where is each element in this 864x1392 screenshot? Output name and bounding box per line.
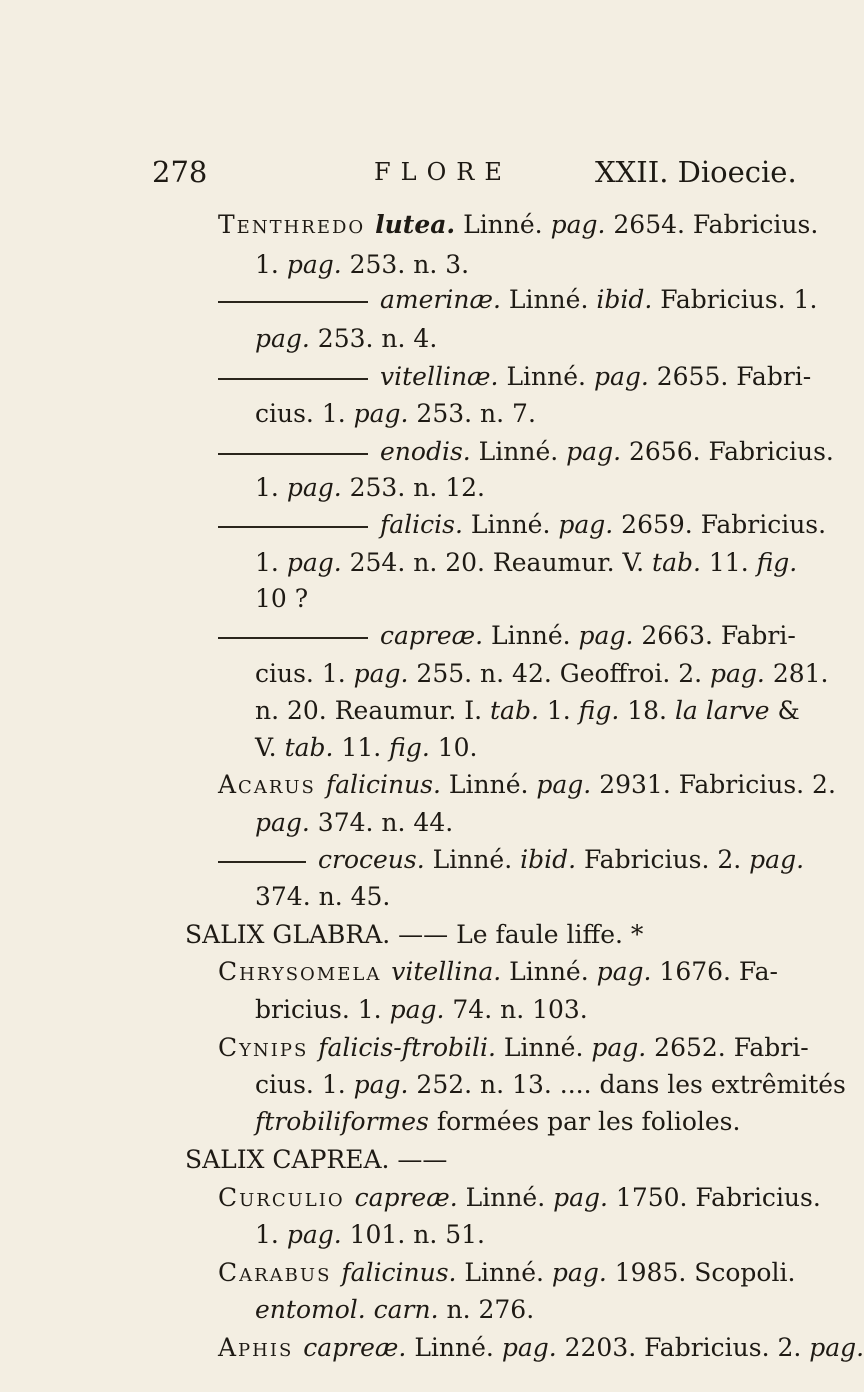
text-run: pag.: [596, 957, 652, 986]
text-run: pag.: [501, 1333, 557, 1362]
text-run: Acarus: [218, 770, 326, 799]
text-run: Fabricius. 2.: [576, 845, 750, 874]
text-run: pag.: [255, 324, 310, 353]
text-run: Linné.: [483, 621, 579, 650]
text-run: 2654. Fabricius.: [605, 210, 819, 239]
text-run: pag.: [578, 621, 634, 650]
section-title: XXII. Dioecie.: [595, 155, 797, 189]
text-run: pag.: [389, 995, 445, 1024]
text-line: [255, 548, 797, 578]
text-line: [255, 1220, 485, 1250]
text-line: [255, 696, 800, 726]
text-run: Curculio: [218, 1183, 355, 1212]
page-number: 278: [152, 155, 208, 189]
text-run: 1985. Scopoli.: [606, 1258, 796, 1287]
text-run: cius. 1.: [255, 399, 354, 428]
text-run: lutea.: [375, 210, 456, 239]
text-run: 253. n. 12.: [341, 473, 485, 502]
text-run: 254. n. 20. Reaumur. V.: [341, 548, 653, 577]
text-run: vitellina.: [391, 957, 502, 986]
text-run: pag.: [353, 1070, 409, 1099]
text-run: pag.: [710, 659, 765, 688]
text-run: tab.: [284, 733, 334, 762]
text-run: vitellinæ.: [380, 362, 499, 391]
text-run: Linné.: [406, 1333, 502, 1362]
text-run: 2652. Fabri-: [646, 1033, 809, 1062]
text-run: 2655. Fabri-: [648, 362, 812, 391]
running-title: FLORE: [374, 158, 512, 186]
text-run: &: [769, 696, 800, 725]
text-run: n. 276.: [438, 1295, 535, 1324]
text-run: pag.: [593, 362, 649, 391]
text-line: [255, 473, 485, 503]
text-run: 10.: [429, 733, 478, 762]
text-line: [218, 210, 818, 240]
text-run: cius. 1.: [255, 1070, 354, 1099]
text-run: 11.: [333, 733, 390, 762]
text-run: 374. n. 45.: [255, 882, 391, 911]
text-run: Tenthredo: [218, 210, 376, 239]
text-run: 253. n. 3.: [341, 250, 470, 279]
text-line: [255, 659, 829, 689]
text-run: formées par les folioles.: [428, 1107, 741, 1136]
text-run: capreæ.: [303, 1333, 407, 1362]
text-run: 2663. Fabri-: [633, 621, 796, 650]
text-run: 2203. Fabricius. 2.: [556, 1333, 810, 1362]
text-run: falicinus.: [341, 1258, 457, 1287]
text-run: Linné.: [440, 770, 537, 799]
text-run: 2931. Fabricius. 2.: [591, 770, 836, 799]
text-run: 11.: [700, 548, 757, 577]
text-run: falicinus.: [325, 770, 441, 799]
text-run: 101. n. 51.: [341, 1220, 485, 1249]
text-line: [218, 770, 836, 800]
text-run: 1.: [255, 1220, 287, 1249]
text-run: pag.: [255, 808, 310, 837]
text-line: [218, 437, 834, 467]
ditto-dash: [218, 453, 368, 455]
text-run: SALIX GLABRA.: [185, 920, 399, 949]
ditto-dash: [218, 378, 368, 380]
text-line: [255, 882, 390, 912]
text-run: 2659. Fabricius.: [613, 510, 827, 539]
text-run: pag.: [591, 1033, 647, 1062]
text-line: [255, 1070, 846, 1100]
text-line: [218, 1258, 795, 1288]
text-line: [218, 1183, 821, 1213]
text-run: falicis.: [380, 510, 463, 539]
text-run: pag.: [550, 210, 606, 239]
text-run: ibid.: [520, 845, 577, 874]
text-run: croceus.: [318, 845, 425, 874]
text-run: Aphis: [218, 1333, 304, 1362]
text-run: pag.: [749, 845, 805, 874]
text-run: Linné.: [424, 845, 521, 874]
text-line: [218, 845, 804, 875]
text-run: 281.: [764, 659, 829, 688]
text-line: [218, 621, 796, 651]
text-run: 10 ?: [255, 584, 309, 613]
text-run: 18.: [619, 696, 675, 725]
text-run: 2656. Fabricius.: [621, 437, 834, 466]
text-line: [255, 1107, 740, 1137]
text-run: 252. n. 13. .... dans les extrêmités: [408, 1070, 846, 1099]
text-run: Linné.: [501, 957, 597, 986]
text-line: [218, 362, 811, 392]
text-run: entomol. carn.: [255, 1295, 439, 1324]
text-run: 374. n. 44.: [309, 808, 454, 837]
text-run: 255. n. 42. Geoffroi. 2.: [408, 659, 711, 688]
text-line: [255, 808, 453, 838]
text-line: [185, 1145, 447, 1175]
page-header: [152, 155, 797, 195]
text-run: 1.: [255, 473, 287, 502]
text-run: pag.: [286, 473, 342, 502]
text-run: 1.: [255, 548, 287, 577]
text-run: fig.: [389, 733, 430, 762]
text-run: 253. n. 4.: [309, 324, 438, 353]
ditto-dash: [218, 637, 368, 639]
text-line: [255, 995, 588, 1025]
text-run: pag.: [286, 250, 342, 279]
text-run: la larve: [674, 696, 770, 725]
text-run: ibid.: [596, 285, 653, 314]
text-line: [218, 285, 817, 315]
text-run: Chrysomela: [218, 957, 392, 986]
text-run: amerinæ.: [380, 285, 501, 314]
text-run: Linné.: [457, 1183, 554, 1212]
text-run: 1750. Fabricius.: [607, 1183, 821, 1212]
text-run: Linné.: [500, 285, 597, 314]
text-run: pag.: [558, 510, 614, 539]
text-run: capreæ.: [354, 1183, 458, 1212]
text-run: Carabus: [218, 1258, 342, 1287]
text-run: enodis.: [380, 437, 471, 466]
text-run: 1676. Fa-: [651, 957, 778, 986]
text-line: [255, 324, 437, 354]
text-run: Linné.: [470, 437, 567, 466]
text-run: falicis-ftrobili.: [318, 1033, 496, 1062]
text-run: V.: [255, 733, 285, 762]
text-run: fig.: [578, 696, 620, 725]
text-run: Linné.: [456, 1258, 552, 1287]
text-run: ——: [398, 920, 449, 949]
text-run: pag.: [809, 1333, 864, 1362]
text-run: pag.: [553, 1183, 608, 1212]
text-run: n. 20. Reaumur. I.: [255, 696, 490, 725]
text-run: Linné.: [462, 510, 559, 539]
text-run: pag.: [286, 1220, 342, 1249]
ditto-dash: [218, 301, 368, 303]
text-line: [218, 1333, 864, 1363]
text-run: Le faule liffe. *: [448, 920, 644, 949]
text-run: pag.: [353, 399, 409, 428]
text-run: 74. n. 103.: [444, 995, 588, 1024]
text-line: [185, 920, 643, 950]
text-line: [218, 510, 826, 540]
ditto-dash: [218, 861, 306, 863]
text-line: [218, 957, 778, 987]
text-run: 253. n. 7.: [408, 399, 536, 428]
text-run: Linné.: [498, 362, 594, 391]
text-run: tab.: [490, 696, 539, 725]
text-line: [218, 1033, 809, 1063]
text-run: pag.: [286, 548, 342, 577]
text-run: 1.: [538, 696, 579, 725]
text-run: SALIX CAPREA. ——: [185, 1145, 448, 1174]
text-line: [255, 1295, 534, 1325]
text-run: ftrobiliformes: [255, 1107, 429, 1136]
text-run: cius. 1.: [255, 659, 354, 688]
text-run: Cynips: [218, 1033, 319, 1062]
text-line: [255, 733, 477, 763]
text-run: capreæ.: [380, 621, 484, 650]
text-run: pag.: [566, 437, 622, 466]
text-run: bricius. 1.: [255, 995, 390, 1024]
text-run: Linné.: [455, 210, 551, 239]
text-run: fig.: [756, 548, 798, 577]
text-line: [255, 399, 536, 429]
text-run: pag.: [551, 1258, 607, 1287]
text-line: [255, 584, 308, 614]
ditto-dash: [218, 526, 368, 528]
text-run: pag.: [536, 770, 592, 799]
text-run: Fabricius. 1.: [652, 285, 818, 314]
text-line: [255, 250, 469, 280]
text-run: tab.: [652, 548, 701, 577]
text-run: 1.: [255, 250, 287, 279]
text-run: pag.: [353, 659, 409, 688]
text-run: Linné.: [495, 1033, 592, 1062]
